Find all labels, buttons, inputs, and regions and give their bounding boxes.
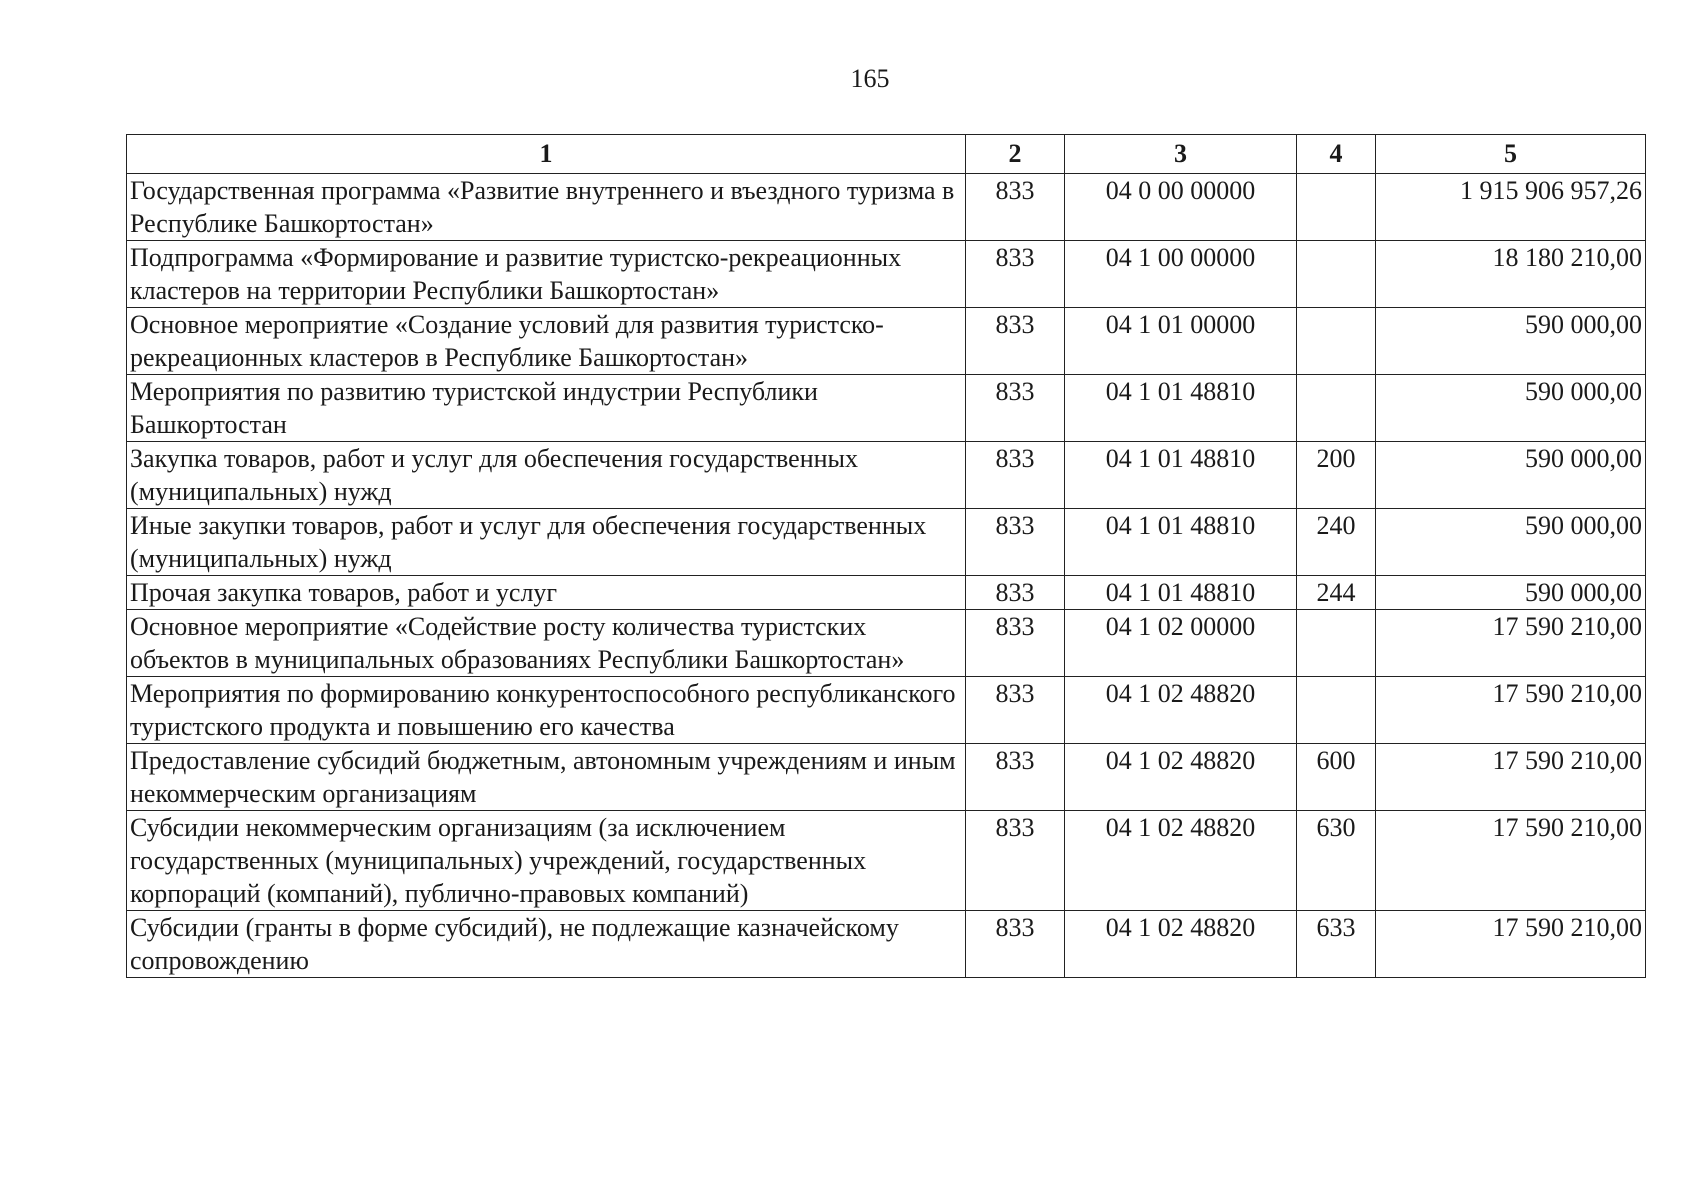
table-row [127,911,1646,978]
ministry-code-cell: 833 [966,610,1065,677]
row-name-cell: Субсидии (гранты в форме субсидий), не подлежащие казначейскому сопровождению [127,911,966,978]
target-article-cell: 04 1 00 00000 [1065,241,1297,308]
row-name-cell: Основное мероприятие «Содействие росту количества туристских объектов в муниципальных образованиях Республики Башкортостан» [127,610,966,677]
table-row [127,308,1646,375]
budget-table [126,134,1646,978]
amount-cell: 590 000,00 [1376,509,1646,576]
amount-cell: 590 000,00 [1376,308,1646,375]
column-header-1: 1 [127,135,966,174]
expense-type-cell: 600 [1297,744,1376,811]
amount-cell: 590 000,00 [1376,576,1646,610]
amount-cell: 17 590 210,00 [1376,677,1646,744]
target-article-cell: 04 1 01 48810 [1065,375,1297,442]
table-row [127,375,1646,442]
expense-type-cell [1297,375,1376,442]
table-row [127,677,1646,744]
row-name-cell: Государственная программа «Развитие внутреннего и въездного туризма в Республике Башкортостан» [127,174,966,241]
expense-type-cell: 200 [1297,442,1376,509]
target-article-cell: 04 1 01 48810 [1065,576,1297,610]
row-name-cell: Основное мероприятие «Создание условий для развития туристско-рекреационных кластеров в Республике Башкортостан» [127,308,966,375]
expense-type-cell: 633 [1297,911,1376,978]
ministry-code-cell: 833 [966,677,1065,744]
expense-type-cell [1297,610,1376,677]
target-article-cell: 04 1 02 48820 [1065,911,1297,978]
table-row [127,442,1646,509]
expense-type-cell [1297,677,1376,744]
table-row [127,241,1646,308]
target-article-cell: 04 0 00 00000 [1065,174,1297,241]
expense-type-cell [1297,174,1376,241]
amount-cell: 17 590 210,00 [1376,811,1646,911]
row-name-cell: Закупка товаров, работ и услуг для обеспечения государственных (муниципальных) нужд [127,442,966,509]
table-header-row [127,135,1646,174]
page-number: 165 [850,64,890,93]
row-name-cell: Предоставление субсидий бюджетным, автономным учреждениям и иным некоммерческим организациям [127,744,966,811]
ministry-code-cell: 833 [966,811,1065,911]
expense-type-cell: 630 [1297,811,1376,911]
table-row [127,509,1646,576]
column-header-3: 3 [1065,135,1297,174]
table-row [127,610,1646,677]
table-row [127,174,1646,241]
row-name-cell: Мероприятия по формированию конкурентоспособного республиканского туристского продукта и повышению его качества [127,677,966,744]
ministry-code-cell: 833 [966,375,1065,442]
row-name-cell: Иные закупки товаров, работ и услуг для обеспечения государственных (муниципальных) нужд [127,509,966,576]
ministry-code-cell: 833 [966,174,1065,241]
amount-cell: 17 590 210,00 [1376,744,1646,811]
expense-type-cell [1297,308,1376,375]
ministry-code-cell: 833 [966,241,1065,308]
target-article-cell: 04 1 02 48820 [1065,744,1297,811]
target-article-cell: 04 1 01 48810 [1065,442,1297,509]
expense-type-cell [1297,241,1376,308]
amount-cell: 17 590 210,00 [1376,610,1646,677]
ministry-code-cell: 833 [966,308,1065,375]
column-header-2: 2 [966,135,1065,174]
amount-cell: 590 000,00 [1376,442,1646,509]
column-header-5: 5 [1376,135,1646,174]
table-row [127,576,1646,610]
amount-cell: 18 180 210,00 [1376,241,1646,308]
expense-type-cell: 244 [1297,576,1376,610]
expense-type-cell: 240 [1297,509,1376,576]
column-header-4: 4 [1297,135,1376,174]
row-name-cell: Подпрограмма «Формирование и развитие туристско-рекреационных кластеров на территории Республики Башкортостан» [127,241,966,308]
row-name-cell: Прочая закупка товаров, работ и услуг [127,576,966,610]
ministry-code-cell: 833 [966,509,1065,576]
table-row [127,744,1646,811]
target-article-cell: 04 1 02 48820 [1065,811,1297,911]
ministry-code-cell: 833 [966,744,1065,811]
row-name-cell: Мероприятия по развитию туристской индустрии Республики Башкортостан [127,375,966,442]
target-article-cell: 04 1 02 48820 [1065,677,1297,744]
target-article-cell: 04 1 01 48810 [1065,509,1297,576]
ministry-code-cell: 833 [966,576,1065,610]
ministry-code-cell: 833 [966,911,1065,978]
amount-cell: 590 000,00 [1376,375,1646,442]
ministry-code-cell: 833 [966,442,1065,509]
amount-cell: 1 915 906 957,26 [1376,174,1646,241]
target-article-cell: 04 1 01 00000 [1065,308,1297,375]
table-row [127,811,1646,911]
amount-cell: 17 590 210,00 [1376,911,1646,978]
target-article-cell: 04 1 02 00000 [1065,610,1297,677]
row-name-cell: Субсидии некоммерческим организациям (за исключением государственных (муниципальных) учреждений, государственных корпораций (компаний), публично-правовых компаний) [127,811,966,911]
